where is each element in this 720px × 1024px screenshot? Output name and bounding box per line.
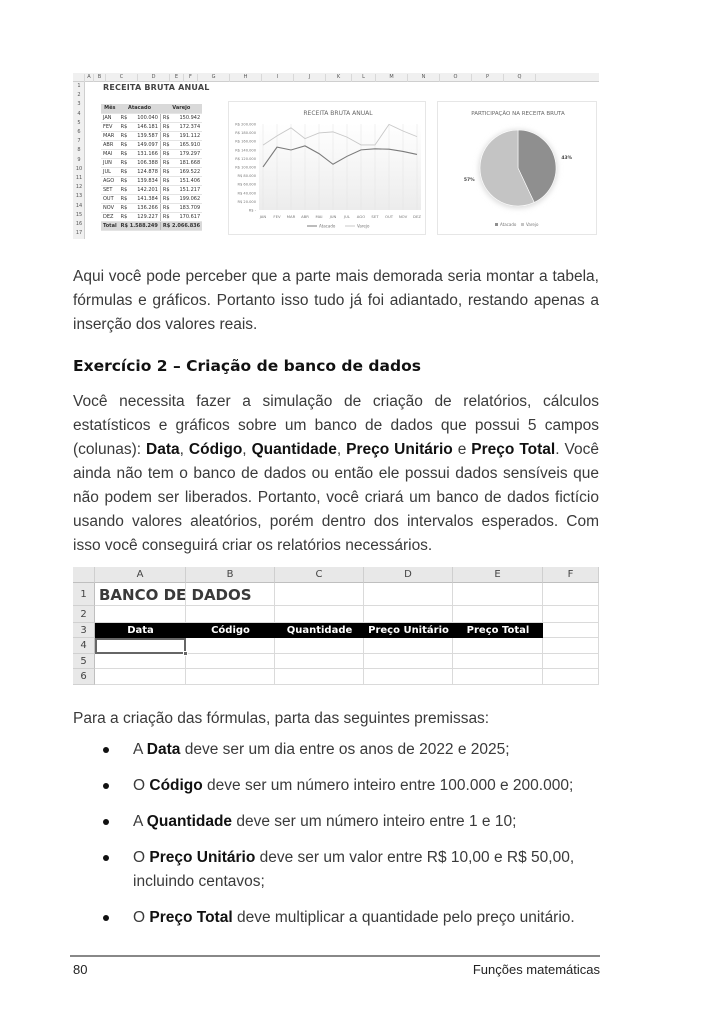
bullet-icon xyxy=(103,855,109,861)
row-header-7[interactable]: 7 xyxy=(77,138,81,145)
x-tick-label: ABR xyxy=(301,214,309,219)
x-tick-label: OUT xyxy=(384,214,394,219)
column-header-n[interactable]: N xyxy=(408,74,440,82)
row-header-5[interactable]: 5 xyxy=(73,654,95,669)
row-header-5[interactable]: 5 xyxy=(77,119,81,126)
month-cell: JAN xyxy=(101,113,119,122)
atacado-cell: 100.040 xyxy=(131,113,160,122)
column-header-i[interactable]: I xyxy=(262,74,294,82)
header-mes: Mês xyxy=(101,104,119,113)
currency-cell: R$ xyxy=(119,212,131,221)
field-header-cell[interactable]: Preço Unitário xyxy=(364,623,453,638)
x-tick-label: NOV xyxy=(398,214,408,219)
total-atacado: R$ 1.588.249 xyxy=(119,221,161,230)
atacado-cell: 106.388 xyxy=(131,158,160,167)
cell-e5[interactable] xyxy=(453,654,543,669)
table-row xyxy=(101,140,202,149)
premise-field-name: Preço Unitário xyxy=(149,849,256,866)
table-header-row xyxy=(101,104,202,113)
cell-f1[interactable] xyxy=(543,583,599,606)
column-header-b[interactable]: B xyxy=(94,74,106,82)
varejo-cell: 199.062 xyxy=(173,194,202,203)
varejo-cell: 151.217 xyxy=(173,185,202,194)
cell-d6[interactable] xyxy=(364,669,453,685)
currency-cell: R$ xyxy=(160,167,173,176)
column-header-e[interactable]: E xyxy=(170,74,184,82)
column-header-j[interactable]: J xyxy=(294,74,326,82)
column-header-b[interactable]: B xyxy=(186,567,275,583)
cell-b5[interactable] xyxy=(186,654,275,669)
cell-d4[interactable] xyxy=(364,638,453,654)
field-codigo: Código xyxy=(188,441,243,458)
row-header-2[interactable]: 2 xyxy=(77,92,81,99)
currency-cell: R$ xyxy=(119,131,131,140)
column-header-p[interactable]: P xyxy=(472,74,504,82)
y-tick-label: R$ 140.000 xyxy=(235,148,256,153)
column-header-o[interactable]: O xyxy=(440,74,472,82)
premise-item: O Preço Unitário deve ser um valor entre R$ 10,00 e R$ 50,00, incluindo centavos; xyxy=(73,846,599,894)
atacado-cell: 124.878 xyxy=(131,167,160,176)
premise-field-name: Código xyxy=(149,777,203,794)
pie-chart-svg xyxy=(438,102,598,236)
legend-label-varejo: Varejo xyxy=(357,223,370,229)
bullet-icon xyxy=(103,915,109,921)
atacado-cell: 141.384 xyxy=(131,194,160,203)
x-tick-label: SET xyxy=(371,214,379,219)
cell-b4[interactable] xyxy=(186,638,275,654)
varejo-cell: 191.112 xyxy=(173,131,202,140)
table-row xyxy=(101,212,202,221)
column-header-a[interactable]: A xyxy=(95,567,186,583)
row-header-1[interactable]: 1 xyxy=(73,583,95,606)
cell-f4[interactable] xyxy=(543,638,599,654)
row-header-6[interactable]: 6 xyxy=(73,669,95,685)
intro-paragraph: Aqui você pode perceber que a parte mais demorada seria montar a tabela, fórmulas e gráficos. Portanto isso tudo já foi adiantado, restando apenas a inserção dos valores reais. xyxy=(73,268,599,333)
atacado-cell: 142.201 xyxy=(131,185,160,194)
field-header-cell[interactable]: Quantidade xyxy=(275,623,364,638)
currency-cell: R$ xyxy=(119,158,131,167)
column-header-c[interactable]: C xyxy=(106,74,138,82)
month-cell: MAI xyxy=(101,149,119,158)
currency-cell: R$ xyxy=(119,149,131,158)
pie-data-label-varejo: 57% xyxy=(463,177,475,183)
currency-cell: R$ xyxy=(160,194,173,203)
cell-e6[interactable] xyxy=(453,669,543,685)
atacado-cell: 139.834 xyxy=(131,176,160,185)
currency-cell: R$ xyxy=(160,140,173,149)
x-tick-label: DEZ xyxy=(413,214,421,219)
field-header-cell[interactable]: Código xyxy=(186,623,275,638)
currency-cell: R$ xyxy=(160,185,173,194)
row-header-12[interactable]: 12 xyxy=(75,184,83,191)
page-number: 80 xyxy=(73,962,88,977)
receita-table xyxy=(101,104,202,231)
row-header-11[interactable]: 11 xyxy=(75,175,83,181)
cell-a6[interactable] xyxy=(95,669,186,685)
pie-chart-title: PARTICIPAÇÃO NA RECEITA BRUTA xyxy=(471,111,565,117)
row-header-6[interactable]: 6 xyxy=(77,129,81,135)
atacado-cell: 139.587 xyxy=(131,131,160,140)
cell-c4[interactable] xyxy=(275,638,364,654)
receita-bruta-spreadsheet-figure xyxy=(73,73,599,239)
select-all-corner[interactable] xyxy=(73,567,95,583)
cell-f3[interactable] xyxy=(543,623,599,638)
active-cell-a4[interactable] xyxy=(95,638,186,654)
field-quantidade: Quantidade xyxy=(251,441,337,458)
table-row xyxy=(101,122,202,131)
currency-cell: R$ xyxy=(160,158,173,167)
cell-e4[interactable] xyxy=(453,638,543,654)
table-row xyxy=(101,158,202,167)
y-tick-label: R$ 200.000 xyxy=(235,122,256,127)
y-tick-label: R$ 80.000 xyxy=(237,174,256,179)
currency-cell: R$ xyxy=(160,203,173,212)
atacado-cell: 131.166 xyxy=(131,149,160,158)
currency-cell: R$ xyxy=(160,113,173,122)
cell-e2[interactable] xyxy=(453,606,543,623)
column-header-f[interactable]: F xyxy=(543,567,599,583)
varejo-cell: 170.617 xyxy=(173,212,202,221)
varejo-cell: 151.406 xyxy=(173,176,202,185)
legend-swatch-atacado xyxy=(495,223,498,226)
month-cell: DEZ xyxy=(101,212,119,221)
field-preco-unitario: Preço Unitário xyxy=(346,441,453,458)
premise-field-name: Data xyxy=(146,741,181,758)
table-row xyxy=(101,203,202,212)
table-row xyxy=(101,176,202,185)
cell-b6[interactable] xyxy=(186,669,275,685)
currency-cell: R$ xyxy=(160,176,173,185)
cell-c5[interactable] xyxy=(275,654,364,669)
y-tick-label: R$ 20.000 xyxy=(237,199,256,204)
cell-d5[interactable] xyxy=(364,654,453,669)
x-tick-label: JAN xyxy=(259,214,267,219)
row-header-15[interactable]: 15 xyxy=(75,211,83,218)
exercise-description: Você necessita fazer a simulação de criação de relatórios, cálculos estatísticos e gráficos sobre um banco de dados que possui 5 campos (colunas): Data, Código, Quantidade, Preço Unitário e Preço Total. Você ainda não tem o banco de dados ou então ele possui dados sensíveis que não podem ser liberados. Portanto, você criará um banco de dados fictício usando valores aleatórios, porém dentro dos intervalos esperados. Com isso você conseguirá criar os relatórios necessários. xyxy=(73,393,599,554)
total-label: Total xyxy=(103,222,117,229)
cell-d2[interactable] xyxy=(364,606,453,623)
cell-f2[interactable] xyxy=(543,606,599,623)
bullet-icon xyxy=(103,747,109,753)
varejo-cell: 183.709 xyxy=(173,203,202,212)
cell-c6[interactable] xyxy=(275,669,364,685)
legend-label-atacado: Atacado xyxy=(500,222,517,227)
premise-item: O Preço Total deve multiplicar a quantidade pelo preço unitário. xyxy=(73,906,599,930)
varejo-cell: 181.668 xyxy=(173,158,202,167)
row-header-4[interactable]: 4 xyxy=(77,110,81,117)
column-header-m[interactable]: M xyxy=(376,74,408,82)
atacado-cell: 146.181 xyxy=(131,122,160,131)
premises-list xyxy=(73,738,599,942)
x-tick-label: AGO xyxy=(356,214,366,219)
row-header-14[interactable]: 14 xyxy=(75,202,83,209)
column-header-bar xyxy=(73,73,599,82)
currency-cell: R$ xyxy=(119,140,131,149)
row-header-17[interactable]: 17 xyxy=(75,230,83,237)
currency-cell: R$ xyxy=(119,176,131,185)
varejo-cell: 165.910 xyxy=(173,140,202,149)
cell-a5[interactable] xyxy=(95,654,186,669)
header-varejo: Varejo xyxy=(160,104,202,113)
y-tick-label: R$ 100.000 xyxy=(235,165,256,170)
currency-cell: R$ xyxy=(160,149,173,158)
banco-de-dados-spreadsheet-figure xyxy=(73,567,599,685)
y-tick-label: R$ 160.000 xyxy=(235,139,256,144)
cell-a2[interactable] xyxy=(95,606,186,623)
cell-d1[interactable] xyxy=(364,583,453,606)
row-header-16[interactable]: 16 xyxy=(75,221,83,227)
line-chart-svg xyxy=(229,102,427,236)
cell-e1[interactable] xyxy=(453,583,543,606)
x-tick-label: MAR xyxy=(286,214,296,219)
month-cell: NOV xyxy=(101,203,119,212)
plot-area xyxy=(259,124,421,210)
row-header-13[interactable]: 13 xyxy=(75,193,83,200)
row-header-2[interactable]: 2 xyxy=(73,606,95,623)
cell-b2[interactable] xyxy=(186,606,275,623)
column-header-l[interactable]: L xyxy=(352,74,376,82)
total-row xyxy=(101,221,202,230)
fill-handle[interactable] xyxy=(183,651,188,656)
row-header-bar xyxy=(73,82,85,239)
line-chart-title: RECEITA BRUTA ANUAL xyxy=(303,110,373,117)
spreadsheet-title: RECEITA BRUTA ANUAL xyxy=(103,83,210,92)
premise-field-name: Preço Total xyxy=(149,909,233,926)
month-cell: MAR xyxy=(101,131,119,140)
field-header-cell[interactable]: Preço Total xyxy=(453,623,543,638)
select-all-corner[interactable] xyxy=(73,74,85,82)
varejo-cell: 179.297 xyxy=(173,149,202,158)
month-cell: ABR xyxy=(101,140,119,149)
row-header-3[interactable]: 3 xyxy=(73,623,95,638)
banco-de-dados-title: BANCO DE DADOS xyxy=(99,586,252,604)
y-tick-label: R$ 40.000 xyxy=(237,191,256,196)
table-row xyxy=(101,167,202,176)
row-header-10[interactable]: 10 xyxy=(75,165,83,172)
field-header-cell[interactable]: Data xyxy=(95,623,186,638)
y-tick-label: R$ - xyxy=(248,208,256,213)
varejo-cell: 169.522 xyxy=(173,167,202,176)
bullet-icon xyxy=(103,783,109,789)
cell-f5[interactable] xyxy=(543,654,599,669)
atacado-cell: 129.227 xyxy=(131,212,160,221)
field-preco-total: Preço Total xyxy=(471,441,556,458)
column-header-f[interactable]: F xyxy=(184,74,198,82)
currency-cell: R$ xyxy=(119,122,131,131)
cell-c2[interactable] xyxy=(275,606,364,623)
legend-label-atacado: Atacado xyxy=(319,223,336,229)
premise-item: A Quantidade deve ser um número inteiro entre 1 e 10; xyxy=(73,810,599,834)
table-row xyxy=(101,149,202,158)
currency-cell: R$ xyxy=(160,122,173,131)
premise-item: A Data deve ser um dia entre os anos de 2022 e 2025; xyxy=(73,738,599,762)
month-cell: JUN xyxy=(101,158,119,167)
line-chart xyxy=(228,101,426,235)
cell-f6[interactable] xyxy=(543,669,599,685)
currency-cell: R$ xyxy=(119,113,131,122)
currency-cell: R$ xyxy=(119,167,131,176)
month-cell: JUL xyxy=(101,167,119,176)
x-tick-label: JUL xyxy=(343,214,351,219)
pie-data-label-atacado: 43% xyxy=(561,156,573,162)
pie-chart xyxy=(437,101,597,235)
currency-cell: R$ xyxy=(119,203,131,212)
row-header-9[interactable]: 9 xyxy=(77,156,81,163)
running-title: Funções matemáticas xyxy=(472,962,600,977)
column-header-a[interactable]: A xyxy=(85,74,94,82)
footer-divider xyxy=(70,955,600,957)
legend-label-varejo: Varejo xyxy=(526,222,539,227)
cell-c1[interactable] xyxy=(275,583,364,606)
column-header-k[interactable]: K xyxy=(326,74,352,82)
header-atacado: Atacado xyxy=(119,104,161,113)
column-header-g[interactable]: G xyxy=(198,74,230,82)
column-header-q[interactable]: Q xyxy=(504,74,536,82)
y-tick-label: R$ 180.000 xyxy=(235,131,256,136)
currency-cell: R$ xyxy=(119,185,131,194)
field-data: Data xyxy=(146,441,180,458)
column-header-d[interactable]: D xyxy=(364,567,453,583)
atacado-cell: 136.266 xyxy=(131,203,160,212)
currency-cell: R$ xyxy=(160,131,173,140)
column-header-h[interactable]: H xyxy=(230,74,262,82)
column-header-d[interactable]: D xyxy=(138,74,170,82)
column-header-e[interactable]: E xyxy=(453,567,543,583)
premises-intro: Para a criação das fórmulas, parta das seguintes premissas: xyxy=(73,710,490,727)
legend-swatch-varejo xyxy=(521,223,524,226)
premise-field-name: Quantidade xyxy=(146,813,233,830)
column-header-c[interactable]: C xyxy=(275,567,364,583)
bullet-icon xyxy=(103,819,109,825)
row-header-4[interactable]: 4 xyxy=(73,638,95,654)
total-varejo: R$ 2.066.836 xyxy=(160,221,202,230)
row-header-8[interactable]: 8 xyxy=(77,147,81,154)
table-row xyxy=(101,131,202,140)
table-row xyxy=(101,185,202,194)
table-row xyxy=(101,113,202,122)
month-cell: SET xyxy=(101,185,119,194)
y-tick-label: R$ 120.000 xyxy=(235,156,256,161)
varejo-cell: 172.374 xyxy=(173,122,202,131)
month-cell: AGO xyxy=(101,176,119,185)
x-tick-label: MAI xyxy=(315,214,323,219)
x-tick-label: FEV xyxy=(273,214,281,219)
x-tick-label: JUN xyxy=(329,214,337,219)
row-header-3[interactable]: 3 xyxy=(77,101,81,108)
month-cell: FEV xyxy=(101,122,119,131)
exercise-heading: Exercício 2 – Criação de banco de dados xyxy=(73,357,421,375)
table-row xyxy=(101,194,202,203)
row-header-1[interactable]: 1 xyxy=(77,83,81,89)
atacado-cell: 149.097 xyxy=(131,140,160,149)
currency-cell: R$ xyxy=(119,194,131,203)
varejo-cell: 150.942 xyxy=(173,113,202,122)
currency-cell: R$ xyxy=(160,212,173,221)
month-cell: OUT xyxy=(101,194,119,203)
premise-item: O Código deve ser um número inteiro entre 100.000 e 200.000; xyxy=(73,774,599,798)
y-tick-label: R$ 60.000 xyxy=(237,182,256,187)
